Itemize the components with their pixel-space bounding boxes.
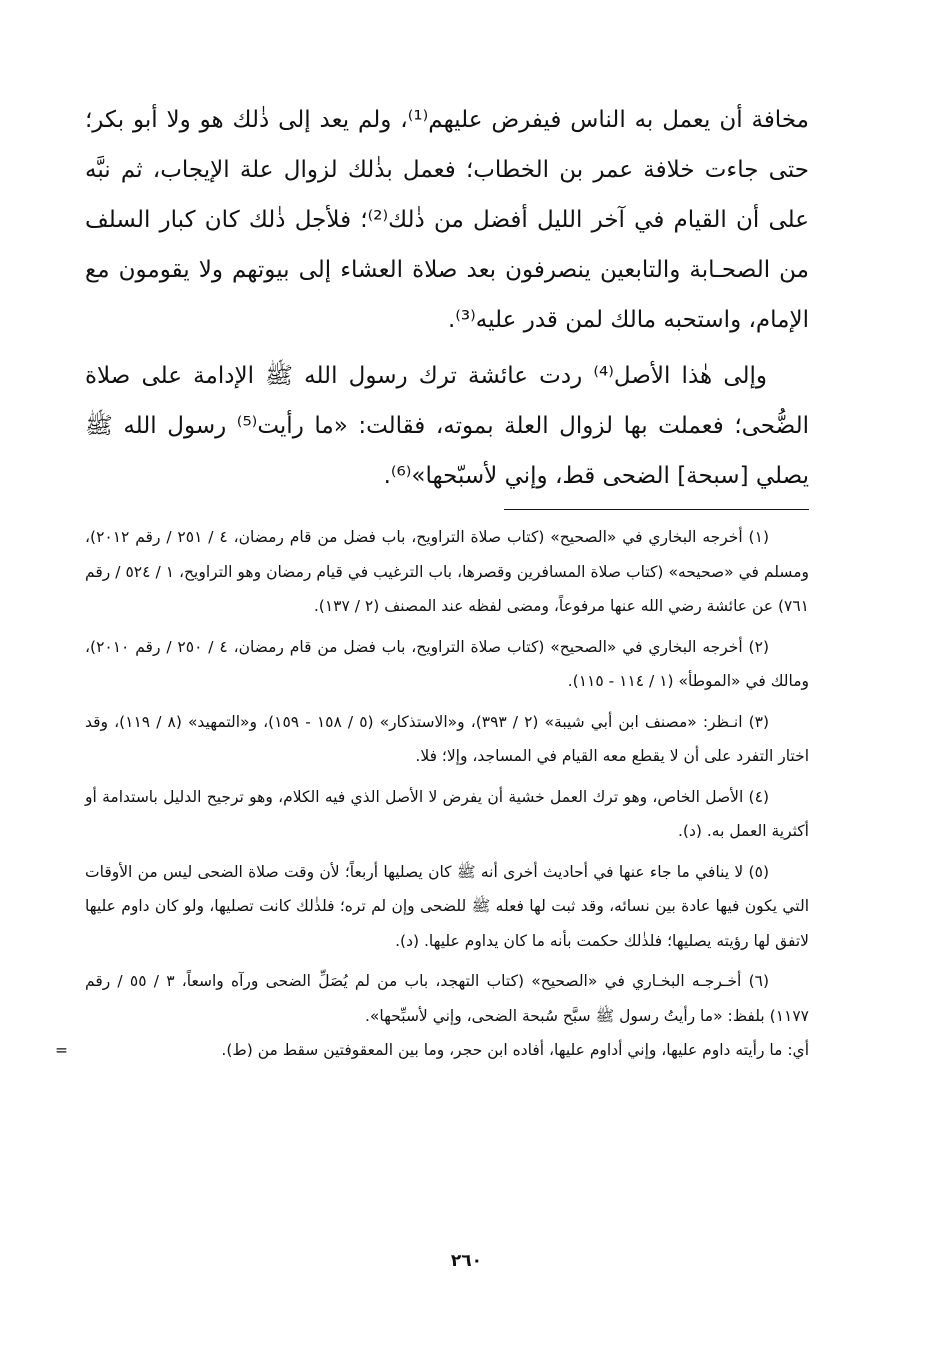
footnote-6-continuation [55, 1033, 809, 1068]
main-paragraph-2: وإلى هٰذا الأصل⁽⁴⁾ ردت عائشة ترك رسول الله ﷺ الإدامة على صلاة الضُّحى؛ فعملت بها لزوال العلة بموته، فقالت: «ما رأيت⁽⁵⁾ رسول الله ﷺ يصلي [سبحة] الضحى قط، وإني لأسبّحها»⁽⁶⁾. [85, 363, 809, 489]
footnote-6: (٦) أخـرجـه البخـاري في «الصحيح» (كتاب التهجد، باب من لم يُصَلِّ الضحى ورآه واسعاً، ٣ / ٥٥ / رقم ١١٧٧) بلفظ: «ما رأيتُ رسول ﷺ سبَّح سُبحة الضحى، وإني لأسبِّحها». [85, 972, 809, 1025]
continuation-mark: = [55, 1041, 68, 1059]
footnotes [55, 520, 810, 1068]
footnote-separator [504, 509, 809, 510]
footnote-6-extra-text: أي: ما رأيته داوم عليها، وإني أداوم عليها، أفاده ابن حجر، وما بين المعقوفتين سقط من (ط). [221, 1041, 809, 1059]
footnote-4: (٤) الأصل الخاص، وهو ترك العمل خشية أن يفرض لا الأصل الذي فيه الكلام، وهو ترجيح الدليل باستدامة أو أكثرية العمل به. (د). [85, 787, 809, 840]
footnote-5: (٥) لا ينافي ما جاء عنها في أحاديث أخرى أنه ﷺ كان يصليها أربعاً؛ لأن وقت صلاة الضحى ليس من الأوقات التي يكون فيها عادة بين نسائه، وقد ثبت لها فعله ﷺ للضحى وإن لم تره؛ فلذٰلك كانت تصليها، ولو كان داوم عليها لاتفق لها رؤيته يصليها؛ فلذٰلك حكمت بأنه ما كان يداوم عليها. (د). [85, 862, 809, 950]
footnote-2: (٢) أخرجه البخاري في «الصحيح» (كتاب صلاة التراويح، باب فضل من قام رمضان، ٤ / ٢٥٠ / رقم ٢٠١٠)، ومالك في «الموطأ» (١ / ١١٤ - ١١٥). [85, 637, 809, 690]
main-paragraph-1: مخافة أن يعمل به الناس فيفرض عليهم⁽¹⁾، ولم يعد إلى ذٰلك هو ولا أبو بكر؛ حتى جاءت خلافة عمر بن الخطاب؛ فعمل بذٰلك لزوال علة الإيجاب، ثم نبَّه على أن القيام في آخر الليل أفضل من ذٰلك⁽²⁾؛ فلأجل ذٰلك كان كبار السلف من الصحـابة والتابعين ينصرفون بعد صلاة العشاء إلى بيوتهم ولا يقومون مع الإمام، واستحبه مالك لمن قدر عليه⁽³⁾. [85, 107, 809, 333]
footnote-1: (١) أخرجه البخاري في «الصحيح» (كتاب صلاة التراويح، باب فضل من قام رمضان، ٤ / ٢٥١ / رقم ٢٠١٢)، ومسلم في «صحيحه» (كتاب صلاة المسافرين وقصرها، باب الترغيب في قيام رمضان وهو التراويح، ١ / ٥٢٤ / رقم ٧٦١) عن عائشة رضي الله عنها مرفوعاً، ومضى لفظه عند المصنف (٢ / ١٣٧). [85, 528, 810, 615]
page-number: ٢٦٠ [450, 1251, 483, 1271]
footnote-3: (٣) انـظر: «مصنف ابن أبي شيبة» (٢ / ٣٩٣)، و«الاستذكار» (٥ / ١٥٨ - ١٥٩)، و«التمهيد» (٨ / ١١٩)، وقد اختار التفرد على أن لا يقطع معه القيام في المساجد، وإلا؛ فلا. [85, 712, 809, 765]
page-body [55, 95, 810, 1068]
